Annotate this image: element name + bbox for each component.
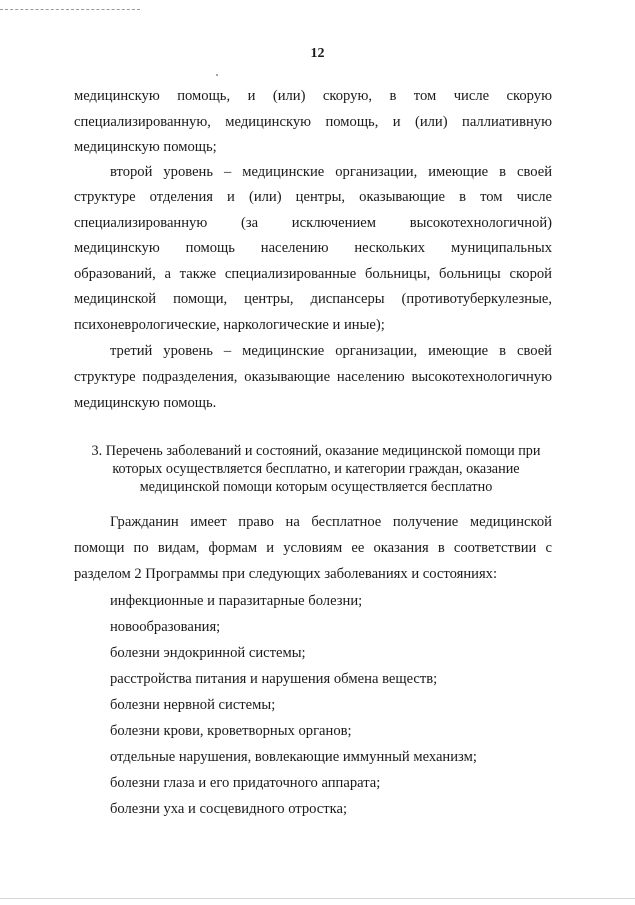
body-text-line: второй уровень – медицинские организации, имеющие в своей	[110, 164, 552, 180]
disease-list-item: болезни эндокринной системы;	[110, 645, 306, 661]
body-text-line: третий уровень – медицинские организации, имеющие в своей	[110, 343, 552, 359]
section-heading-line: медицинской помощи которым осуществляется бесплатно	[139, 479, 493, 495]
page-number: 12	[310, 46, 325, 61]
scan-artifact-bottom	[0, 898, 635, 899]
section-heading-line: 3. Перечень заболеваний и состояний, оказание медицинской помощи при	[91, 443, 541, 459]
intro-text-line: помощи по видам, формам и условиям ее оказания в соответствии с	[74, 540, 552, 556]
disease-list-item: расстройства питания и нарушения обмена веществ;	[110, 671, 438, 687]
body-text-line: структуре подразделения, оказывающие населению высокотехнологичную	[74, 369, 552, 385]
disease-list-item: болезни нервной системы;	[110, 697, 276, 713]
body-text-line: специализированную (за исключением высокотехнологичной)	[74, 215, 552, 231]
body-text-line: медицинскую помощь населению нескольких муниципальных	[74, 240, 552, 256]
body-text-line: специализированную, медицинскую помощь, и (или) паллиативную	[74, 114, 552, 130]
section-heading-line: которых осуществляется бесплатно, и категории граждан, оказание	[112, 461, 520, 477]
body-text-line: психоневрологические, наркологические и иные);	[74, 317, 385, 333]
disease-list-item: болезни глаза и его придаточного аппарата;	[110, 775, 381, 791]
intro-text-line: разделом 2 Программы при следующих заболеваниях и состояниях:	[74, 566, 498, 582]
scan-artifact-top	[0, 9, 140, 10]
disease-list-item: отдельные нарушения, вовлекающие иммунный механизм;	[110, 749, 477, 765]
body-text-line: медицинскую помощь;	[74, 139, 217, 155]
disease-list-item: инфекционные и паразитарные болезни;	[110, 593, 363, 609]
body-text-line: образований, а также специализированные больницы, больницы скорой	[74, 266, 552, 282]
scan-speck	[216, 74, 218, 76]
body-text-line: медицинскую помощь.	[74, 395, 217, 411]
intro-text-line: Гражданин имеет право на бесплатное получение медицинской	[110, 514, 552, 530]
body-text-line: медицинскую помощь, и (или) скорую, в том числе скорую	[74, 88, 552, 104]
body-text-line: медицинской помощи, центры, диспансеры (противотуберкулезные,	[74, 291, 552, 307]
disease-list-item: болезни крови, кроветворных органов;	[110, 723, 352, 739]
disease-list-item: болезни уха и сосцевидного отростка;	[110, 801, 348, 817]
body-text-line: структуре отделения и (или) центры, оказывающие в том числе	[74, 189, 552, 205]
disease-list-item: новообразования;	[110, 619, 221, 635]
